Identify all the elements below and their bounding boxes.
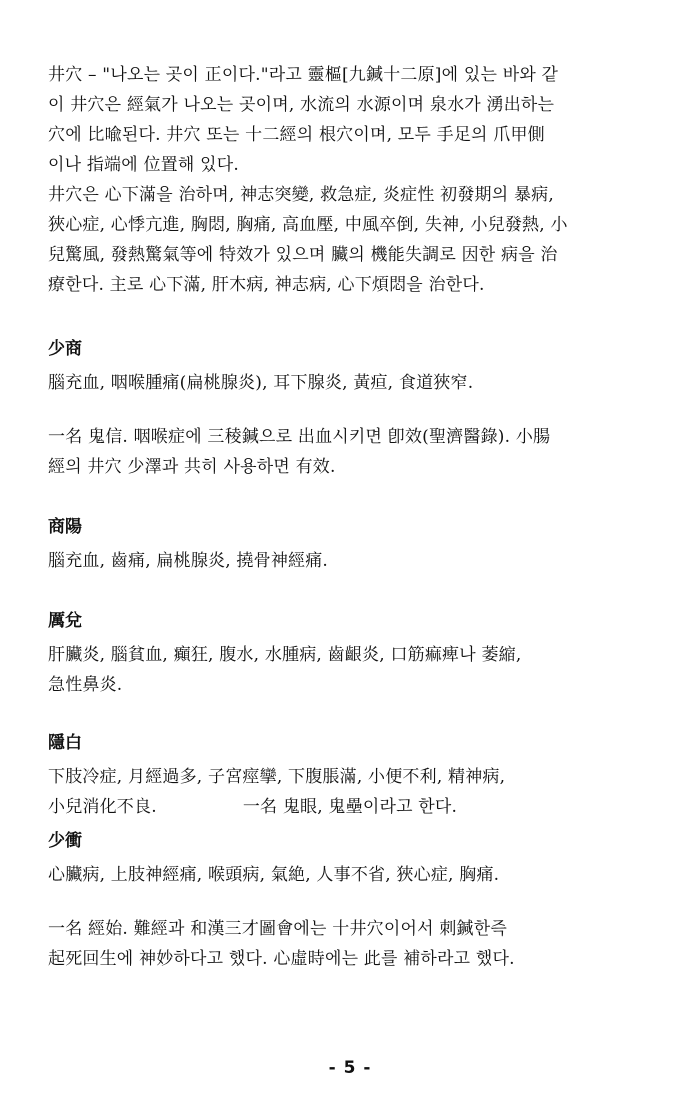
note-line-shaochong-2: 起死回生에 神妙하다고 했다. 心虛時에는 此를 補하라고 했다. <box>48 949 515 969</box>
page-number: - 5 - <box>328 1058 372 1078</box>
spacer <box>48 398 660 422</box>
section-text-shaoshang: 腦充血, 咽喉腫痛(扁桃腺炎), 耳下腺炎, 黃疸, 食道狹窄. <box>48 373 474 393</box>
section-yinbai <box>48 728 660 822</box>
section-title-lidui: 厲兌 <box>48 611 82 631</box>
yinbai-line2-right: 一名 鬼眼, 鬼壘이라고 한다. <box>242 797 458 817</box>
section-title-shaochong: 少衝 <box>48 831 82 851</box>
intro-paragraph <box>48 60 660 300</box>
section-text-yinbai-2 <box>48 792 660 822</box>
section-text-lidui-2: 急性鼻炎. <box>48 675 123 695</box>
intro-line-8: 療한다. 主로 心下滿, 肝木病, 神志病, 心下煩悶을 治한다. <box>48 275 485 295</box>
yinbai-line2-left: 小兒消化不良. <box>48 797 157 817</box>
intro-line-6: 狹心症, 心悸亢進, 胸悶, 胸痛, 高血壓, 中風卒倒, 失神, 小兒發熱, 小 <box>48 215 568 235</box>
intro-line-1: 井穴 – "나오는 곳이 正이다."라고 靈樞[九鍼十二原]에 있는 바와 같 <box>48 65 559 85</box>
section-text-shaochong: 心臟病, 上肢神經痛, 喉頭病, 氣絶, 人事不省, 狹心症, 胸痛. <box>48 865 500 885</box>
intro-line-4: 이나 指端에 位置해 있다. <box>48 155 239 175</box>
section-title-shaoshang: 少商 <box>48 339 82 359</box>
section-text-lidui-1: 肝臟炎, 腦貧血, 癲狂, 腹水, 水腫病, 齒齦炎, 口筋痲痺나 萎縮, <box>48 645 522 665</box>
spacer <box>48 890 660 914</box>
note-line-shaoshang-2: 經의 井穴 少澤과 共히 사용하면 有效. <box>48 457 336 477</box>
intro-line-5: 井穴은 心下滿을 治하며, 神志突變, 救急症, 炎症性 初發期의 暴病, <box>48 185 554 205</box>
note-line-shaochong-1: 一名 經始. 難經과 和漢三才圖會에는 十井穴이어서 刺鍼한즉 <box>48 919 507 939</box>
section-shaoshang <box>48 334 660 482</box>
intro-line-2: 이 井穴은 經氣가 나오는 곳이며, 水流의 水源이며 泉水가 湧出하는 <box>48 95 555 115</box>
intro-line-7: 兒驚風, 發熱驚氣等에 特效가 있으며 臟의 機能失調로 因한 病을 治 <box>48 245 558 265</box>
section-title-shangyang: 商陽 <box>48 517 82 537</box>
section-text-yinbai-1: 下肢冷症, 月經過多, 子宮痙攣, 下腹脹滿, 小便不利, 精神病, <box>48 767 506 787</box>
section-shangyang <box>48 512 660 576</box>
section-shaochong <box>48 826 660 974</box>
section-title-yinbai: 隱白 <box>48 733 82 753</box>
section-text-shangyang: 腦充血, 齒痛, 扁桃腺炎, 撓骨神經痛. <box>48 551 329 571</box>
section-lidui <box>48 606 660 700</box>
note-line-shaoshang-1: 一名 鬼信. 咽喉症에 三稜鍼으로 出血시키면 卽效(聖濟醫錄). 小腸 <box>48 427 551 447</box>
intro-line-3: 穴에 比喩된다. 井穴 또는 十二經의 根穴이며, 모두 手足의 爪甲側 <box>48 125 545 145</box>
